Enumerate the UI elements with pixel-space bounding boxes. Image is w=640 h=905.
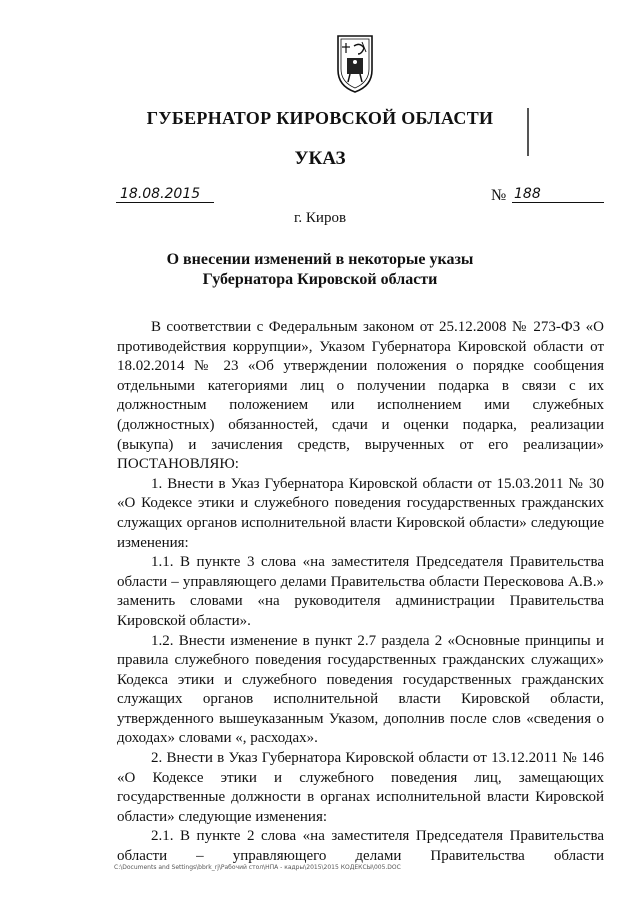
decree-subject <box>0 250 640 290</box>
date-field: 18.08.2015 <box>116 185 214 203</box>
document-type: УКАЗ <box>294 148 346 169</box>
number-field: 188 <box>512 185 604 203</box>
paragraph-2-1: 2.1. В пункте 2 слова «на заместителя Председателя Правительства области – управляющего делами Правительства области <box>117 828 604 865</box>
city: г. Киров <box>293 210 347 226</box>
coat-of-arms-icon <box>332 30 378 96</box>
subject-line-2: Губернатора Кировской области <box>202 271 438 288</box>
paragraph-2: 2. Внести в Указ Губернатора Кировской области от 13.12.2011 № 146 «О Кодексе этики и служебного поведения лиц, замещающих государственные должности в органах исполнительной власти Кировской области» следующие изменения: <box>117 750 604 825</box>
paragraph-1-2: 1.2. Внести изменение в пункт 2.7 раздела 2 «Основные принципы и правила служебного поведения государственных гражданских служащих» Кодекса этики и служебного поведения государственных гражданских служащих органов исполнительной власти Кировской области, утвержденного вышеуказанным Указом, дополнив после слов «сведения о доходах» словами «, расходах». <box>117 632 604 747</box>
number-label: № <box>491 187 507 204</box>
subject-line-1: О внесении изменений в некоторые указы <box>166 251 474 268</box>
file-path-footer: C:\Documents and Settings\bbrk_rj\Рабочий стол\НПА - кадры\2015\2015 КОДЕКСЫ\005.DOC <box>114 864 401 871</box>
governor-title: ГУБЕРНАТОР КИРОВСКОЙ ОБЛАСТИ <box>146 108 494 128</box>
paragraph-1-1: 1.1. В пункте 3 слова «на заместителя Председателя Правительства области – управляющего делами Правительства области Пересковова А.В.» заменить словами «на руководителя администрации Правительства Кировской области». <box>117 554 604 629</box>
decree-body <box>117 318 604 867</box>
paragraph-preamble: В соответствии с Федеральным законом от 25.12.2008 № 273-ФЗ «О противодействия коррупции», Указом Губернатора Кировской области от 18.02.2014 № 23 «Об утверждении положения о порядке сообщения отдельными категориями лиц о получении подарка в связи с их должностным положением или исполнением ими служебных (должностных) обязанностей, сдачи и оценки подарка, реализации (выкупа) и зачисления средств, вырученных от его реализации» ПОСТАНОВЛЯЮ: <box>117 319 604 473</box>
paragraph-1: 1. Внести в Указ Губернатора Кировской области от 15.03.2011 № 30 «О Кодексе этики и служебного поведения государственных гражданских служащих органов исполнительной власти Кировской области» следующие изменения: <box>117 475 604 551</box>
